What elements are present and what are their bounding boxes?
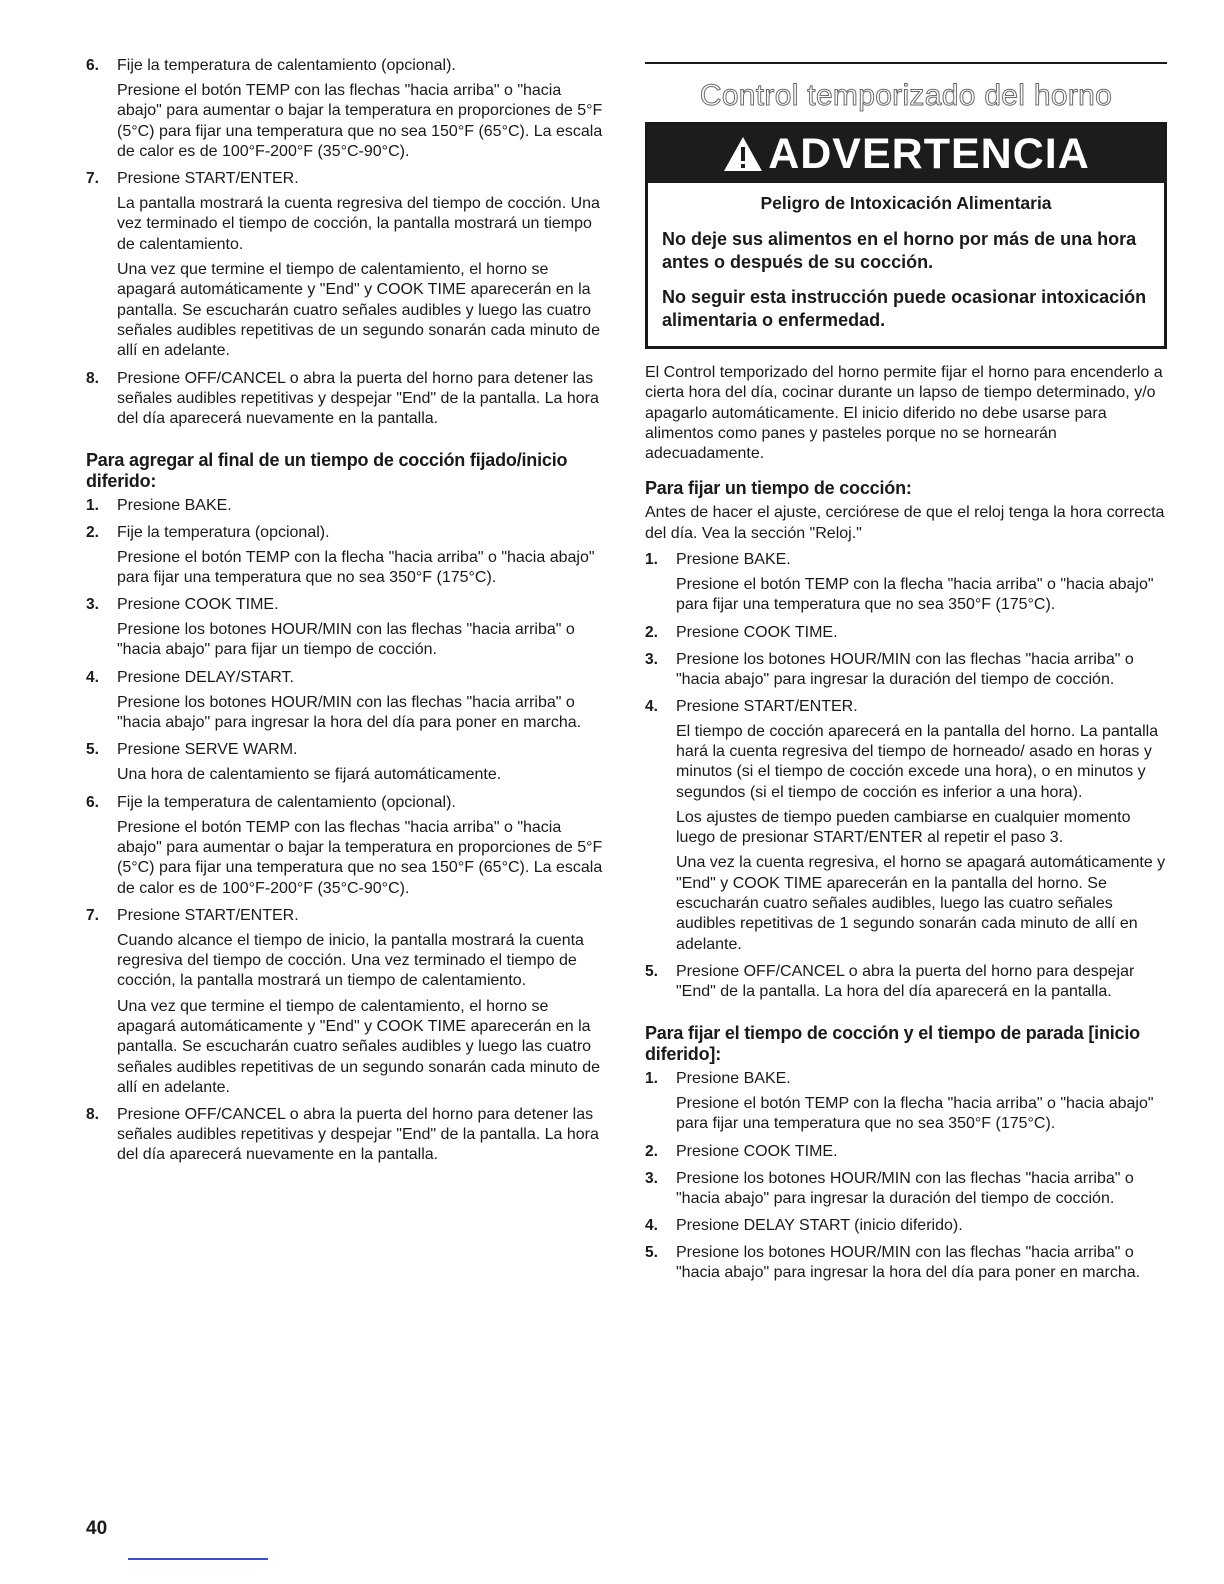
section-title-delayed-start: Para fijar el tiempo de cocción y el tiempo de parada [inicio diferido]: (645, 1022, 1140, 1064)
step-number: 6. (86, 793, 99, 811)
warning-subheading: Peligro de Intoxicación Alimentaria (760, 193, 1052, 213)
step-item (86, 595, 608, 661)
warning-paragraph: No deje sus alimentos en el horno por más de una hora antes o después de su cocción. (662, 229, 1137, 272)
top-rule (645, 62, 1167, 64)
step-item (86, 169, 608, 361)
step-number: 2. (86, 523, 99, 541)
step-item (86, 496, 608, 516)
step-text: Presione BAKE. (676, 1069, 791, 1087)
step-text: Presione los botones HOUR/MIN con las flechas "hacia arriba" o "hacia abajo" para ingresar la hora del día para poner en marcha. (676, 1243, 1141, 1281)
step-detail: Presione el botón TEMP con la flecha "hacia arriba" o "hacia abajo" para fijar una temperatura que no sea 350°F (175°C). (676, 1094, 1154, 1133)
step-text: Presione OFF/CANCEL o abra la puerta del horno para despejar "End" de la pantalla. La hora del día aparecerá en la pantalla. (676, 962, 1135, 1000)
step-item (645, 1142, 1167, 1162)
step-item (86, 56, 608, 162)
step-item (86, 523, 608, 589)
step-item (645, 1069, 1167, 1135)
step-text: Presione START/ENTER. (117, 170, 299, 188)
page-number: 40 (86, 1518, 108, 1539)
step-detail: Presione el botón TEMP con las flechas "hacia arriba" o "hacia abajo" para aumentar o bajar la temperatura en proporciones de 5°F (5°C) para fijar una temperatura que no sea 150°F (65°C). La escala de calor es de 100°F-200°F (35°C-90°C). (117, 82, 603, 160)
step-text: Presione BAKE. (117, 496, 232, 514)
step-number: 5. (86, 741, 99, 759)
warning-body (648, 183, 1164, 346)
intro-steps-list (86, 56, 608, 429)
warning-paragraph: No seguir esta instrucción puede ocasionar intoxicación alimentaria o enfermedad. (662, 287, 1147, 330)
step-detail: Una vez la cuenta regresiva, el horno se apagará automáticamente y "End" y COOK TIME aparecerán en la pantalla del horno. Se escucharán cuatro señales audibles, luego las cuatro señales audibles repetitivas de 1 segundo sonarán cada minuto de allí en adelante. (676, 854, 1166, 953)
step-item (86, 906, 608, 1098)
step-item (645, 1169, 1167, 1209)
step-text: Fije la temperatura (opcional). (117, 523, 330, 541)
step-detail: Los ajustes de tiempo pueden cambiarse en cualquier momento luego de presionar START/ENTER al repetir el paso 3. (676, 808, 1131, 847)
step-detail: Cuando alcance el tiempo de inicio, la pantalla mostrará la cuenta regresiva del tiempo de cocción. Una vez terminado el tiempo de cocción, la pantalla mostrará un tiempo de calentamiento. (117, 931, 584, 990)
step-number: 1. (86, 496, 99, 514)
step-item (645, 1243, 1167, 1283)
footer-line (128, 1558, 268, 1560)
step-item (645, 962, 1167, 1002)
warning-box (645, 122, 1167, 349)
step-item (645, 550, 1167, 616)
warning-header (648, 125, 1164, 183)
step-item (645, 697, 1167, 955)
step-detail: Una hora de calentamiento se fijará automáticamente. (117, 766, 502, 784)
step-text: Presione DELAY START (inicio diferido). (676, 1216, 963, 1234)
step-number: 4. (645, 697, 658, 715)
step-detail: Presione el botón TEMP con las flechas "hacia arriba" o "hacia abajo" para aumentar o bajar la temperatura en proporciones de 5°F (5°C) para fijar una temperatura que no sea 150°F (65°C). La escala de calor es de 100°F-200°F (35°C-90°C). (117, 818, 603, 897)
intro-paragraph: El Control temporizado del horno permite fijar el horno para encenderlo a cierta hora del día, cocinar durante un lapso de tiempo determinado, y/o apagarlo automáticamente. El inicio diferido no debe usarse para alimentos como panes y pasteles porque no se hornearán adecuadamente. (645, 364, 1163, 463)
step-text: Presione COOK TIME. (676, 1142, 838, 1160)
step-item (86, 1105, 608, 1165)
step-number: 3. (645, 1169, 658, 1187)
step-detail: Presione los botones HOUR/MIN con las flechas "hacia arriba" o "hacia abajo" para fijar un tiempo de cocción. (117, 621, 575, 659)
step-item (645, 1216, 1167, 1236)
add-to-end-steps-list (86, 496, 608, 1166)
step-text: Presione BAKE. (676, 551, 791, 569)
step-number: 7. (86, 906, 99, 924)
step-number: 5. (645, 962, 658, 980)
step-item (645, 623, 1167, 643)
step-number: 5. (645, 1243, 658, 1261)
step-number: 3. (86, 596, 99, 614)
step-number: 6. (86, 57, 99, 74)
step-detail: La pantalla mostrará la cuenta regresiva del tiempo de cocción. Una vez terminado el tiempo de cocción, la pantalla mostrará un tiempo de calentamiento. (117, 195, 600, 253)
step-text: Presione DELAY/START. (117, 668, 294, 686)
step-number: 4. (645, 1216, 658, 1234)
step-text: Presione OFF/CANCEL o abra la puerta del horno para detener las señales audibles repetitivas y despejar "End" de la pantalla. La hora del día aparecerá nuevamente en la pantalla. (117, 1106, 599, 1164)
section-title-add-to-end: Para agregar al final de un tiempo de cocción fijado/inicio diferido: (86, 449, 568, 491)
step-number: 1. (645, 1069, 658, 1087)
step-number: 7. (86, 170, 99, 188)
warning-heading: ADVERTENCIA (768, 129, 1090, 178)
step-text: Presione SERVE WARM. (117, 741, 298, 759)
step-text: Fije la temperatura de calentamiento (opcional). (117, 793, 456, 811)
page-title: Control temporizado del horno (699, 79, 1113, 112)
step-text: Presione START/ENTER. (117, 906, 299, 924)
step-number: 1. (645, 551, 658, 569)
step-text: Presione los botones HOUR/MIN con las flechas "hacia arriba" o "hacia abajo" para ingresar la duración del tiempo de cocción. (676, 1169, 1134, 1207)
step-detail: El tiempo de cocción aparecerá en la pantalla del horno. La pantalla hará la cuenta regresiva del tiempo de horneado/ asado en horas y minutos (si el tiempo de cocción excede una hora), o en minutos y segundos (si el tiempo de cocción es inferior a una hora). (676, 722, 1159, 801)
step-number: 8. (86, 369, 99, 387)
step-text: Presione COOK TIME. (676, 623, 838, 641)
warning-triangle-icon (722, 135, 764, 173)
step-item (86, 668, 608, 734)
step-text: Fije la temperatura de calentamiento (opcional). (117, 57, 456, 74)
step-detail: Presione los botones HOUR/MIN con las flechas "hacia arriba" o "hacia abajo" para ingresar la hora del día para poner en marcha. (117, 693, 582, 732)
step-text: Presione OFF/CANCEL o abra la puerta del horno para detener las señales audibles repetitivas y despejar "End" de la pantalla. La hora del día aparecerá nuevamente en la pantalla. (117, 369, 599, 427)
step-item (86, 369, 608, 429)
section-title-set-cook-time: Para fijar un tiempo de cocción: (645, 478, 912, 499)
set-cook-time-steps-list (645, 550, 1167, 1002)
step-text: Presione START/ENTER. (676, 697, 858, 715)
step-number: 2. (645, 623, 658, 641)
step-detail: Presione el botón TEMP con la flecha "hacia arriba" o "hacia abajo" para fijar una temperatura que no sea 350°F (175°C). (117, 548, 595, 586)
step-detail: Una vez que termine el tiempo de calentamiento, el horno se apagará automáticamente y "End" y COOK TIME aparecerán en la pantalla. Se escucharán cuatro señales audibles y luego las cuatro señales audibles repetitivas de un segundo sonarán cada minuto de allí en adelante. (117, 997, 600, 1096)
left-column (86, 56, 608, 1172)
right-column (645, 56, 1167, 1290)
section-intro: Antes de hacer el ajuste, cerciórese de que el reloj tenga la hora correcta del día. Vea la sección "Reloj." (645, 504, 1165, 542)
delayed-start-steps-list (645, 1069, 1167, 1283)
step-item (86, 740, 608, 785)
step-number: 8. (86, 1106, 99, 1124)
step-number: 2. (645, 1142, 658, 1160)
step-detail: Presione el botón TEMP con la flecha "hacia arriba" o "hacia abajo" para fijar una temperatura que no sea 350°F (175°C). (676, 576, 1154, 614)
step-item (86, 793, 608, 899)
step-item (645, 650, 1167, 690)
step-number: 3. (645, 650, 658, 668)
step-number: 4. (86, 668, 99, 686)
step-text: Presione los botones HOUR/MIN con las flechas "hacia arriba" o "hacia abajo" para ingresar la duración del tiempo de cocción. (676, 650, 1134, 688)
step-text: Presione COOK TIME. (117, 596, 279, 614)
step-detail: Una vez que termine el tiempo de calentamiento, el horno se apagará automáticamente y "End" y COOK TIME aparecerán en la pantalla. Se escucharán cuatro señales audibles y luego las cuatro señales audibles repetitivas de un segundo sonarán cada minuto de allí en adelante. (117, 261, 600, 360)
